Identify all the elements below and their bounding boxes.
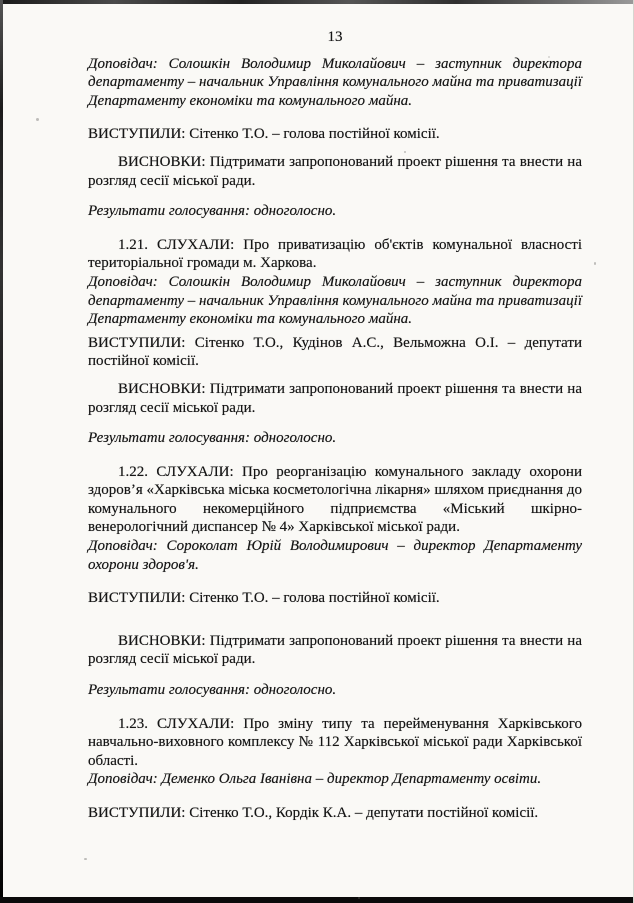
scan-noise (36, 118, 39, 121)
scan-noise (594, 262, 596, 265)
speakers-paragraph: ВИСТУПИЛИ: Сітенко Т.О., Кордік К.А. – депутати постійної комісії. (88, 805, 539, 821)
speakers-paragraph: ВИСТУПИЛИ: Сітенко Т.О., Кудінов А.С., Вельможна О.І. – депутати постійної комісії. (88, 334, 582, 370)
vote-result-paragraph: Результати голосування: одноголосно. (88, 682, 337, 699)
reporter-paragraph: Доповідач: Деменко Ольга Іванівна – директор Департаменту освіти. (88, 771, 542, 788)
speakers-paragraph: ВИСТУПИЛИ: Сітенко Т.О. – голова постійної комісії. (88, 126, 440, 143)
page-number: 13 (327, 29, 343, 45)
vote-result-paragraph: Результати голосування: одноголосно. (88, 430, 337, 447)
reporter-paragraph: Доповідач: Сороколат Юрій Володимирович – директор Департаменту охорони здоров'я. (88, 538, 582, 573)
scan-edge-top (0, 0, 634, 4)
scan-noise (358, 897, 360, 899)
document-content (88, 28, 582, 823)
agenda-item-paragraph: 1.23. СЛУХАЛИ: Про зміну типу та перейменування Харківського навчально-виховного комплексу № 112 Харківської міської ради Харківської області. (88, 715, 582, 769)
scan-edge-bottom (0, 897, 634, 903)
speakers-paragraph: ВИСТУПИЛИ: Сітенко Т.О. – голова постійної комісії. (88, 590, 440, 607)
agenda-item-paragraph: 1.22. СЛУХАЛИ: Про реорганізацію комунального закладу охорони здоров’я «Харківська міська косметологічна лікарня» шляхом приєднання до комунального некомерційного підприємства «Міський шкірно-венерологічний диспансер № 4» Харківської міської ради. (88, 463, 582, 536)
scan-edge-left (0, 0, 3, 903)
reporter-paragraph: Доповідач: Солошкін Володимир Миколайович – заступник директора департаменту – начальник Управління комунального майна та приватизації Департаменту економіки та комунального майна. (88, 55, 582, 109)
conclusion-paragraph: ВИСНОВКИ: Підтримати запропонований проект рішення та внести на розгляд сесії міської ради. (88, 380, 582, 416)
agenda-item-paragraph: 1.21. СЛУХАЛИ: Про приватизацію об'єктів комунальної власності територіальної громади м. Харкова. (88, 236, 582, 272)
vote-result-paragraph: Результати голосування: одноголосно. (88, 203, 337, 220)
conclusion-paragraph: ВИСНОВКИ: Підтримати запропонований проект рішення та внести на розгляд сесії міської ради. (88, 632, 582, 668)
scan-noise (84, 858, 87, 860)
document-body (88, 55, 582, 823)
reporter-paragraph: Доповідач: Солошкін Володимир Миколайович – заступник директора департаменту – начальник Управління комунального майна та приватизації Департаменту економіки та комунального майна. (88, 273, 582, 328)
conclusion-paragraph: ВИСНОВКИ: Підтримати запропонований проект рішення та внести на розгляд сесії міської ради. (88, 153, 582, 189)
